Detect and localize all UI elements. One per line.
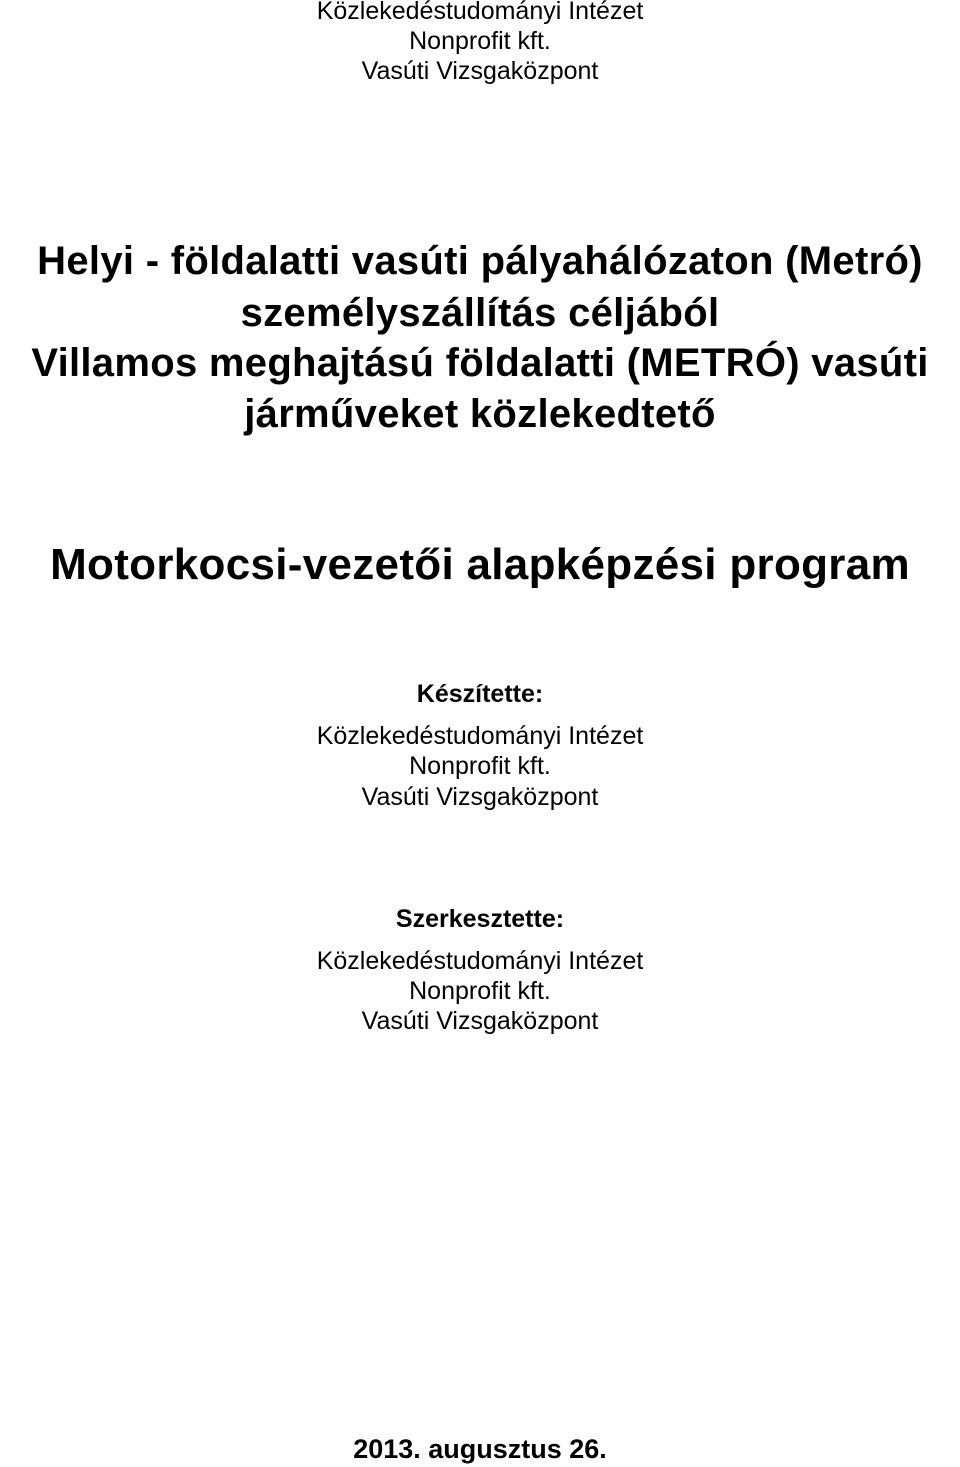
prepared-by-label: Készítette: <box>416 680 544 708</box>
prepared-by-institute: Közlekedéstudományi Intézet <box>316 722 644 750</box>
prepared-by-company: Nonprofit kft. <box>409 752 551 780</box>
title-line-2: személyszállítás céljából <box>240 291 720 335</box>
document-date: 2013. augusztus 26. <box>353 1434 607 1464</box>
header-institute: Közlekedéstudományi Intézet <box>316 0 644 25</box>
header-center: Vasúti Vizsgaközpont <box>361 57 599 85</box>
title-line-4: járműveket közlekedtető <box>244 392 716 436</box>
edited-by-institute: Közlekedéstudományi Intézet <box>316 947 644 975</box>
prepared-by-center: Vasúti Vizsgaközpont <box>361 783 599 811</box>
title-line-3: Villamos meghajtású földalatti (METRÓ) vasúti <box>31 341 929 385</box>
edited-by-company: Nonprofit kft. <box>409 977 551 1005</box>
edited-by-center: Vasúti Vizsgaközpont <box>361 1007 599 1035</box>
program-title: Motorkocsi-vezetői alapképzési program <box>50 540 910 589</box>
title-line-1: Helyi - földalatti vasúti pályahálózaton (Metró) <box>37 239 923 283</box>
edited-by-label: Szerkesztette: <box>395 905 565 933</box>
header-company: Nonprofit kft. <box>409 27 551 55</box>
